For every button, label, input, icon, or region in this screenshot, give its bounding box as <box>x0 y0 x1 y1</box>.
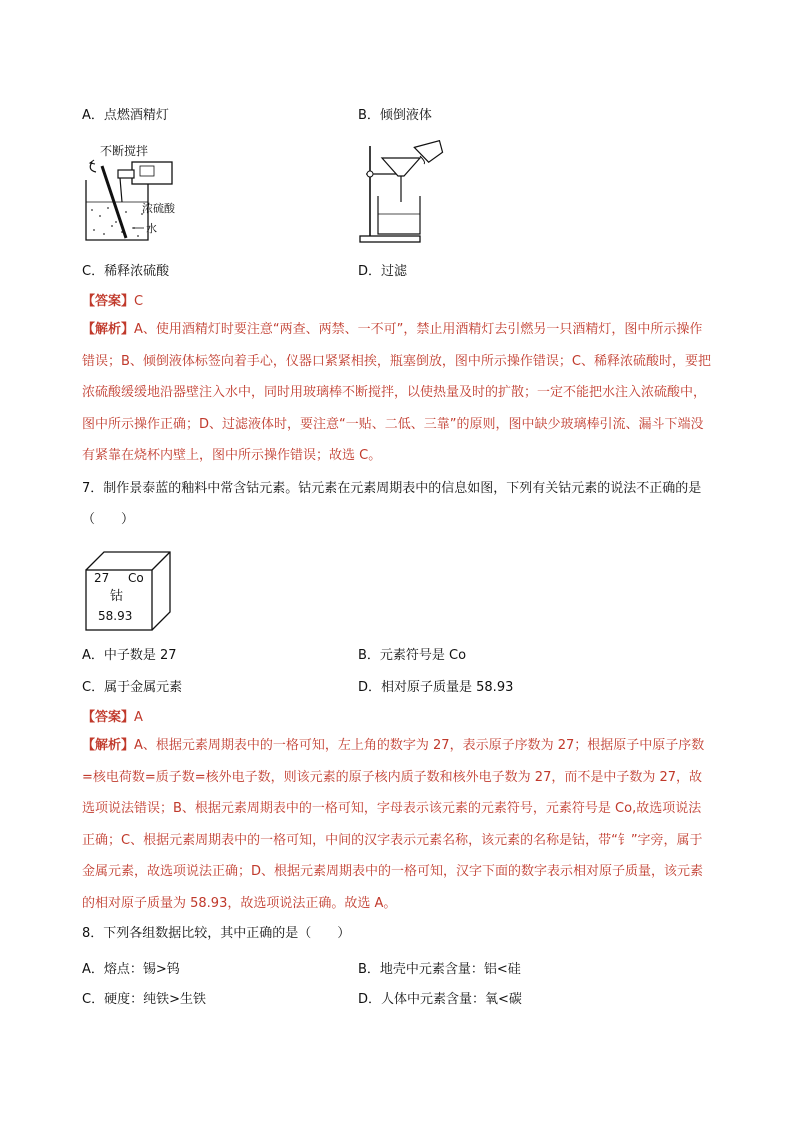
analysis-text: A、根据元素周期表中的一格可知，左上角的数字为 27，表示原子序数为 27；根据原子中原子序数=核电荷数=质子数=核外电子数，则该元素的原子核内质子数和核外电子数为 27，而不是中子数为 27，故选项说法错误；B、根据元素周期表中的一格可知，字母表示该元素的元素符号，元素符号是 Co,故选项说法正确；C、根据元素周期表中的一格可知，中间的汉字表示元素名称，该元素的名称是钴，带“钅”字旁，属于金属元素，故选项说法正确；D、根据元素周期表中的一格可知，汉字下面的数字表示相对原子质量，该元素的相对原子质量为 58.93，故选项说法正确。故选 A。 <box>82 738 705 911</box>
q7-answer <box>82 706 143 725</box>
q7-option-c: C．属于金属元素 <box>82 680 183 695</box>
element-cell-figure <box>82 548 174 634</box>
q7-option-d: D．相对原子质量是 58.93 <box>358 680 514 695</box>
q7-analysis <box>82 730 712 919</box>
q7-stem: 7．制作景泰蓝的釉料中常含钴元素。钴元素在元素周期表中的信息如图，下列有关钴元素的说法不正确的是（ ） <box>82 481 702 527</box>
q8-option-c: C．硬度：纯铁>生铁 <box>82 992 206 1007</box>
q8-option-d: D．人体中元素含量：氧<碳 <box>358 992 522 1007</box>
q7-option-b: B．元素符号是 Co <box>358 648 467 663</box>
q6-option-a: A．点燃酒精灯 <box>82 108 169 123</box>
analysis-text: A、使用酒精灯时要注意“两查、两禁、一不可”，禁止用酒精灯去引燃另一只酒精灯，图中所示操作错误；B、倾倒液体标签向着手心，仪器口紧紧相挨，瓶塞倒放，图中所示操作错误；C、稀释浓硫酸时，要把浓硫酸缓缓地沿器壁注入水中，同时用玻璃棒不断搅拌，以使热量及时的扩散；一定不能把水注入浓硫酸中，图中所示操作正确；D、过滤液体时，要注意“一贴、二低、三靠”的原则，图中缺少玻璃棒引流、漏斗下端没有紧靠在烧杯内壁上，图中所示操作错误；故选 C。 <box>82 322 711 463</box>
answer-value: A <box>134 710 143 725</box>
label-acid: 浓硫酸 <box>142 202 175 215</box>
element-number: 27 <box>94 571 110 585</box>
answer-tag: 【答案】 <box>82 710 135 725</box>
answer-value: C <box>134 294 144 309</box>
q6-option-b: B．倾倒液体 <box>358 108 432 123</box>
analysis-tag: 【解析】 <box>82 322 135 337</box>
filtration-figure <box>356 140 456 244</box>
q6-analysis <box>82 314 712 472</box>
element-name: 钴 <box>110 589 124 604</box>
answer-tag: 【答案】 <box>82 294 135 309</box>
q6-option-d: D．过滤 <box>358 264 408 279</box>
label-stir: 不断搅拌 <box>100 144 149 158</box>
element-mass: 58.93 <box>98 609 133 623</box>
element-symbol: Co <box>128 571 144 585</box>
q8-stem: 8．下列各组数据比较，其中正确的是（ ） <box>82 926 351 941</box>
q6-option-c: C．稀释浓硫酸 <box>82 264 170 279</box>
q8-option-a: A．熔点：锡>钨 <box>82 962 180 977</box>
q7-option-a: A．中子数是 27 <box>82 648 177 663</box>
label-water: 水 <box>146 222 157 235</box>
dilute-acid-figure <box>82 140 192 246</box>
q6-answer <box>82 290 143 309</box>
analysis-tag: 【解析】 <box>82 738 135 753</box>
q8-option-b: B．地壳中元素含量：铝<硅 <box>358 962 521 977</box>
